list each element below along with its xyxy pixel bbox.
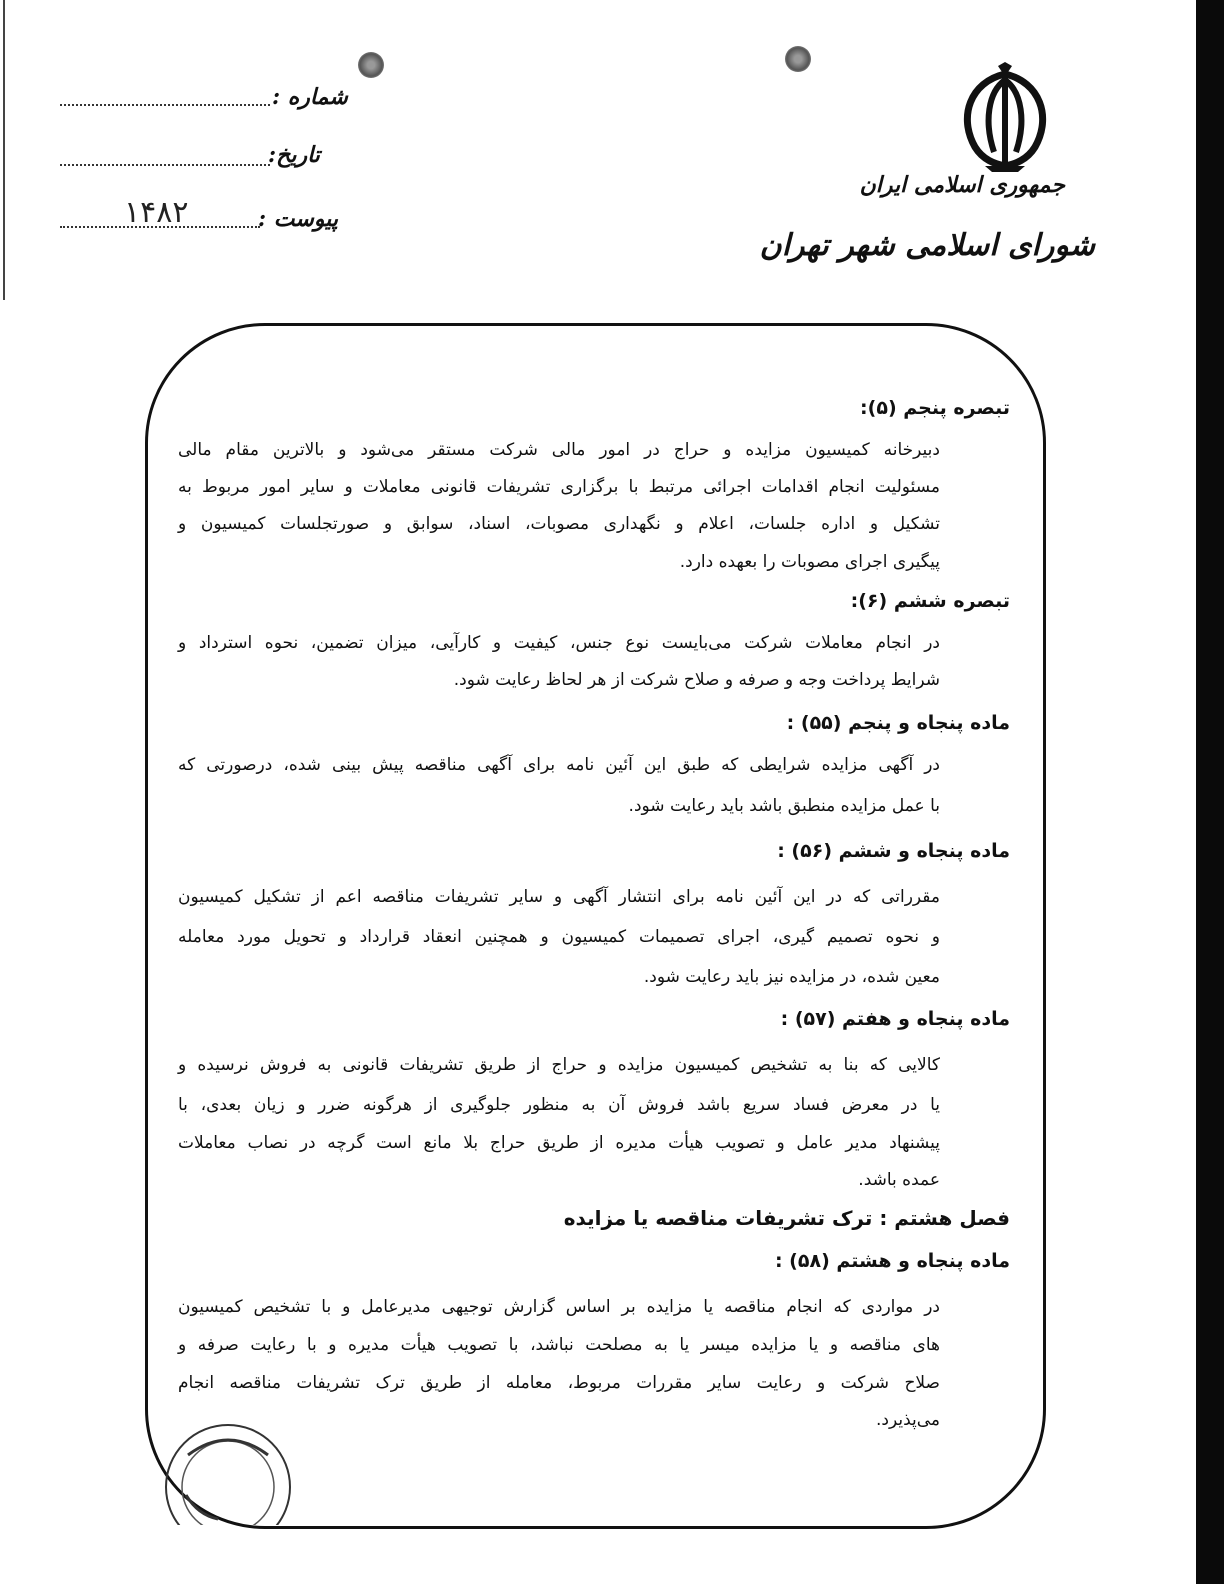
number-field (60, 104, 270, 106)
scan-edge-bar (1196, 0, 1224, 1584)
paragraph-line: یا در معرض فساد سریع باشد فروش آن به منظور جلوگیری از هرگونه ضرر و زیان بعدی، با (178, 1095, 940, 1115)
date-label: تاریخ: (268, 142, 320, 168)
paragraph-line: در آگهی مزایده شرایطی که طبق این آئین نامه برای آگهی مناقصه پیش بینی شده، درصورتی که (178, 755, 940, 775)
council-stamp-icon (158, 1415, 308, 1525)
organization-title: شورای اسلامی شهر تهران (759, 228, 1095, 263)
seal-mark-icon (785, 46, 811, 72)
paragraph-line: کالایی که بنا به تشخیص کمیسیون مزایده و حراج از طریق تشریفات قانونی به فروش نرسیده و (178, 1055, 940, 1075)
article-heading: ماده پنجاه و هفتم (۵۷) : (780, 1008, 1010, 1030)
paragraph-line: با عمل مزایده منطبق باشد باید رعایت شود. (628, 796, 940, 816)
paragraph-line: های مناقصه و یا مزایده میسر یا به مصلحت نباشد، با تصویب هیأت مدیره و با رعایت صرفه و (178, 1335, 940, 1355)
scan-edge-line (3, 0, 5, 300)
seal-mark-icon (358, 52, 384, 78)
paragraph-line: مسئولیت انجام اقدامات اجرائی مرتبط با برگزاری تشریفات قانونی معاملات و سایر امور مربوط به (178, 477, 940, 497)
paragraph-line: دبیرخانه کمیسیون مزایده و حراج در امور مالی شرکت مستقر می‌شود و بالاترین مقام مالی (178, 440, 940, 460)
paragraph-line: می‌پذیرد. (875, 1410, 940, 1430)
paragraph-line: معین شده، در مزایده نیز باید رعایت شود. (643, 967, 940, 987)
article-heading: ماده پنجاه و هشتم (۵۸) : (774, 1250, 1010, 1272)
paragraph-line: عمده باشد. (858, 1170, 940, 1190)
chapter-heading: فصل هشتم : ترک تشریفات مناقصه یا مزایده (563, 1206, 1010, 1230)
paragraph-line: پیشنهاد مدیر عامل و تصویب هیأت مدیره از طریق حراج بلا مانع است گرچه در نصاب معاملات (178, 1133, 940, 1153)
paragraph-line: در انجام معاملات شرکت می‌بایست نوع جنس، کیفیت و کارآیی، میزان تضمین، نحوه استرداد و (178, 633, 940, 653)
paragraph-line: پیگیری اجرای مصوبات را بعهده دارد. (679, 552, 940, 572)
article-heading: تبصره ششم (۶): (850, 590, 1010, 612)
country-title: جمهوری اسلامی ایران (859, 172, 1065, 198)
attachment-label: پیوست : (258, 206, 338, 232)
date-field (60, 164, 270, 166)
article-heading: ماده پنجاه و پنجم (۵۵) : (786, 712, 1010, 734)
article-heading: تبصره پنجم (۵): (860, 397, 1010, 419)
paragraph-line: شرایط پرداخت وجه و صرفه و صلاح شرکت از هر لحاظ رعایت شود. (453, 670, 940, 690)
number-label: شماره : (272, 84, 348, 110)
iran-emblem-icon (950, 62, 1060, 174)
paragraph-line: در مواردی که انجام مناقصه یا مزایده بر اساس گزارش توجیهی مدیرعامل و با تشخیص کمیسیون (178, 1297, 940, 1317)
attachment-value: ۱۴۸۲ (124, 195, 189, 230)
paragraph-line: تشکیل و اداره جلسات، اعلام و نگهداری مصوبات، اسناد، سوابق و صورتجلسات کمیسیون و (178, 514, 940, 534)
paragraph-line: صلاح شرکت و رعایت سایر مقررات مربوط، معامله از طریق ترک تشریفات مناقصه انجام (178, 1373, 940, 1393)
paragraph-line: و نحوه تصمیم گیری، اجرای تصمیمات کمیسیون و همچنین انعقاد قرارداد و تحویل مورد معامله (178, 927, 940, 947)
article-heading: ماده پنجاه و ششم (۵۶) : (777, 840, 1010, 862)
paragraph-line: مقرراتی که در این آئین نامه برای انتشار آگهی و سایر تشریفات مناقصه اعم از تشکیل کمیسیون (178, 887, 940, 907)
